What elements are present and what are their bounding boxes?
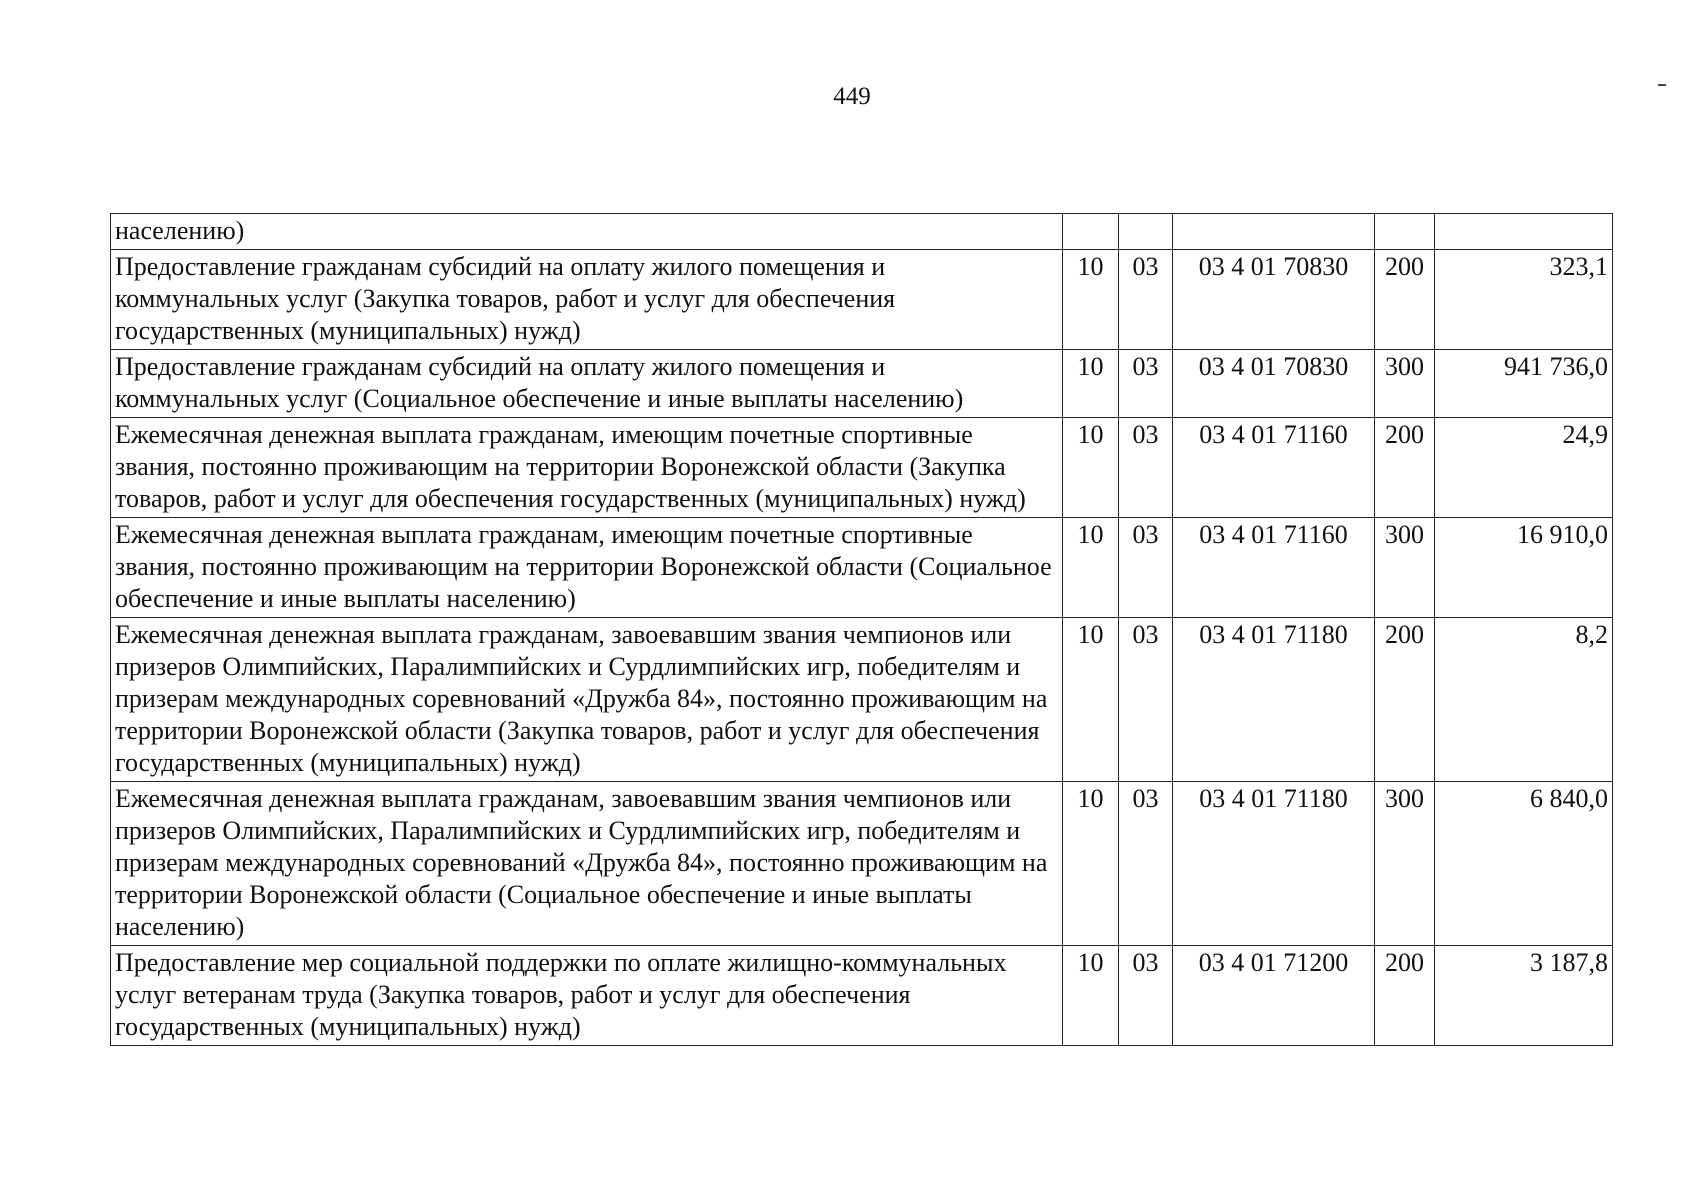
row-section: 10	[1063, 418, 1119, 518]
table-row	[111, 782, 1613, 946]
row-target-article: 03 4 01 71160	[1173, 518, 1375, 618]
row-subsection: 03	[1119, 250, 1173, 350]
row-expense-type: 300	[1375, 350, 1435, 418]
row-expense-type: 300	[1375, 518, 1435, 618]
row-section: 10	[1063, 518, 1119, 618]
row-expense-type: 200	[1375, 418, 1435, 518]
row-section	[1063, 214, 1119, 250]
row-subsection: 03	[1119, 618, 1173, 782]
row-target-article: 03 4 01 71180	[1173, 618, 1375, 782]
row-amount	[1435, 214, 1613, 250]
row-target-article: 03 4 01 70830	[1173, 350, 1375, 418]
row-description: Ежемесячная денежная выплата гражданам, имеющим почетные спортивные звания, постоянно проживающим на территории Воронежской области (Закупка товаров, работ и услуг для обеспечения государственных (муниципальных) нужд)	[111, 418, 1063, 518]
table-row	[111, 946, 1613, 1046]
row-expense-type: 200	[1375, 250, 1435, 350]
row-target-article: 03 4 01 70830	[1173, 250, 1375, 350]
row-section: 10	[1063, 618, 1119, 782]
row-target-article: 03 4 01 71160	[1173, 418, 1375, 518]
row-amount: 16 910,0	[1435, 518, 1613, 618]
row-expense-type: 300	[1375, 782, 1435, 946]
table-row	[111, 350, 1613, 418]
table-row	[111, 250, 1613, 350]
table-row	[111, 618, 1613, 782]
row-description: Ежемесячная денежная выплата гражданам, завоевавшим звания чемпионов или призеров Олимпийских, Паралимпийских и Сурдлимпийских игр, победителям и призерам международных соревнований «Дружба 84», постоянно проживающим на территории Воронежской области (Социальное обеспечение и иные выплаты населению)	[111, 782, 1063, 946]
row-section: 10	[1063, 946, 1119, 1046]
page-number: 449	[833, 83, 871, 110]
row-amount: 6 840,0	[1435, 782, 1613, 946]
row-expense-type	[1375, 214, 1435, 250]
row-subsection: 03	[1119, 518, 1173, 618]
table-row	[111, 518, 1613, 618]
budget-table	[110, 213, 1613, 1046]
row-target-article	[1173, 214, 1375, 250]
row-subsection: 03	[1119, 782, 1173, 946]
row-amount: 323,1	[1435, 250, 1613, 350]
row-subsection: 03	[1119, 946, 1173, 1046]
row-amount: 24,9	[1435, 418, 1613, 518]
scan-mark	[1658, 84, 1666, 86]
row-subsection	[1119, 214, 1173, 250]
row-target-article: 03 4 01 71200	[1173, 946, 1375, 1046]
row-description: Предоставление гражданам субсидий на оплату жилого помещения и коммунальных услуг (Закупка товаров, работ и услуг для обеспечения государственных (муниципальных) нужд)	[111, 250, 1063, 350]
row-description: Предоставление мер социальной поддержки по оплате жилищно-коммунальных услуг ветеранам труда (Закупка товаров, работ и услуг для обеспечения государственных (муниципальных) нужд)	[111, 946, 1063, 1046]
row-description: населению)	[111, 214, 1063, 250]
row-target-article: 03 4 01 71180	[1173, 782, 1375, 946]
row-amount: 3 187,8	[1435, 946, 1613, 1046]
table-body	[111, 214, 1613, 1046]
row-expense-type: 200	[1375, 946, 1435, 1046]
row-section: 10	[1063, 350, 1119, 418]
row-description: Ежемесячная денежная выплата гражданам, завоевавшим звания чемпионов или призеров Олимпийских, Паралимпийских и Сурдлимпийских игр, победителям и призерам международных соревнований «Дружба 84», постоянно проживающим на территории Воронежской области (Закупка товаров, работ и услуг для обеспечения государственных (муниципальных) нужд)	[111, 618, 1063, 782]
row-amount: 941 736,0	[1435, 350, 1613, 418]
row-section: 10	[1063, 782, 1119, 946]
row-subsection: 03	[1119, 350, 1173, 418]
row-description: Ежемесячная денежная выплата гражданам, имеющим почетные спортивные звания, постоянно проживающим на территории Воронежской области (Социальное обеспечение и иные выплаты населению)	[111, 518, 1063, 618]
row-section: 10	[1063, 250, 1119, 350]
row-expense-type: 200	[1375, 618, 1435, 782]
row-subsection: 03	[1119, 418, 1173, 518]
table-row	[111, 214, 1613, 250]
row-amount: 8,2	[1435, 618, 1613, 782]
table-row	[111, 418, 1613, 518]
row-description: Предоставление гражданам субсидий на оплату жилого помещения и коммунальных услуг (Социальное обеспечение и иные выплаты населению)	[111, 350, 1063, 418]
